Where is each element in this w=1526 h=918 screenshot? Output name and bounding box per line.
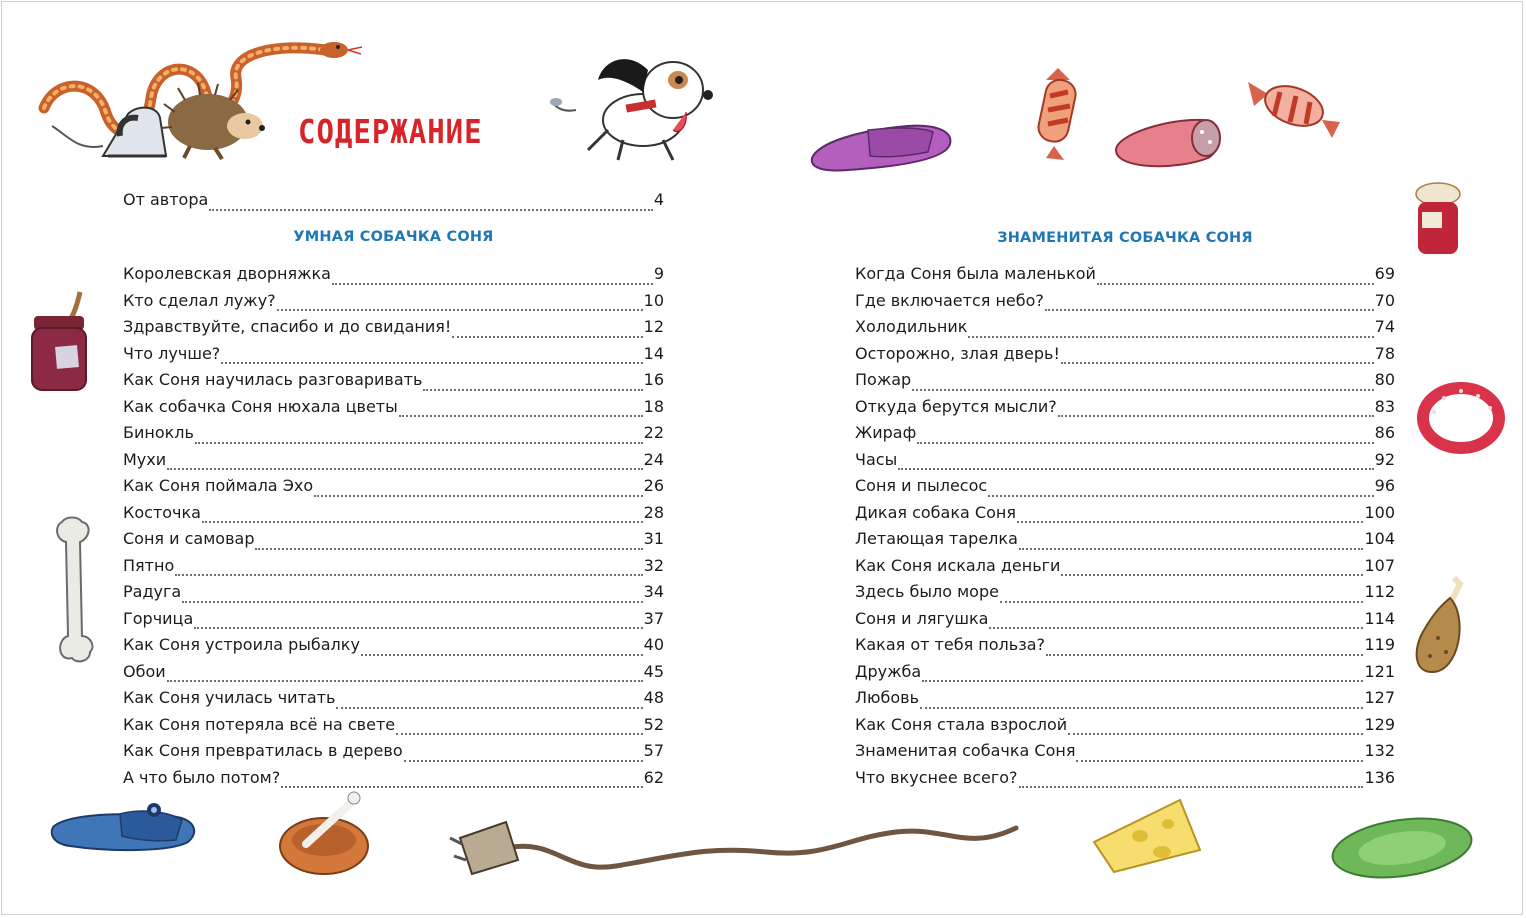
toc-entry-page: 107 — [1364, 555, 1395, 575]
toc-entry-title: Соня и пылесос — [855, 476, 988, 495]
toc-entry-page: 96 — [1374, 476, 1395, 495]
toc-entry-page: 31 — [643, 529, 664, 548]
toc-entry[interactable] — [855, 291, 1395, 318]
toc-entry-title: Часы — [855, 449, 898, 469]
toc-entry-page: 9 — [653, 264, 664, 283]
leader-dots — [167, 680, 643, 682]
slipper-illustration — [808, 118, 958, 178]
toc-entry[interactable] — [123, 582, 664, 609]
toc-entry-title: Холодильник — [855, 317, 968, 336]
toc-entry[interactable] — [123, 741, 664, 768]
leader-dots — [452, 336, 642, 338]
toc-entry-title: Как Соня училась читать — [123, 688, 336, 707]
toc-entry-page: 112 — [1364, 582, 1395, 601]
toc-entry-title: Как Соня искала деньги — [855, 555, 1061, 575]
toc-entry-page: 78 — [1374, 343, 1395, 363]
toc-entry-title: Откуда берутся мысли? — [855, 396, 1057, 416]
leader-dots — [920, 707, 1363, 709]
bowl-with-bone-illustration — [276, 790, 376, 880]
toc-entry-title: Королевская дворняжка — [123, 264, 331, 283]
leader-dots — [968, 336, 1373, 338]
leader-dots — [922, 680, 1363, 682]
sausage-illustration — [1108, 110, 1228, 175]
toc-entry[interactable] — [123, 397, 664, 424]
toc-entry[interactable] — [123, 635, 664, 662]
toc-entry-page: 16 — [643, 370, 664, 389]
leader-dots — [221, 362, 642, 364]
toc-entry[interactable] — [123, 768, 664, 795]
leader-dots — [912, 389, 1373, 391]
candy-illustration-2 — [1244, 72, 1344, 142]
toc-entry-page: 26 — [643, 476, 664, 495]
toc-entry-page: 121 — [1364, 661, 1395, 681]
toc-entry-title: Где включается небо? — [855, 290, 1044, 310]
toc-entry[interactable] — [123, 423, 664, 450]
iron-illustration — [48, 96, 178, 166]
toc-entry[interactable] — [855, 582, 1395, 609]
leader-dots — [1000, 601, 1364, 603]
leader-dots — [332, 283, 653, 285]
toc-entry[interactable] — [855, 529, 1395, 556]
toc-entry-page: 83 — [1374, 396, 1395, 416]
toc-entry-intro[interactable] — [123, 190, 664, 217]
toc-entry[interactable] — [123, 370, 664, 397]
toc-entry-title: Здравствуйте, спасибо и до свидания! — [123, 317, 452, 336]
toc-intro — [123, 190, 664, 217]
toc-entry-title: Как Соня устроила рыбалку — [123, 635, 360, 654]
toc-entry-page: 114 — [1364, 608, 1395, 628]
toc-entry[interactable] — [123, 609, 664, 636]
jam-jar-illustration — [1408, 180, 1468, 260]
leader-dots — [1061, 362, 1374, 364]
chicken-leg-illustration — [1410, 576, 1470, 676]
toc-entry-page: 24 — [643, 449, 664, 469]
leader-dots — [1045, 309, 1374, 311]
leader-dots — [209, 209, 653, 211]
toc-entry-page: 12 — [643, 317, 664, 336]
toc-entry-page: 129 — [1364, 714, 1395, 734]
toc-entry-title: Соня и лягушка — [855, 608, 989, 628]
toc-entry-page: 4 — [653, 190, 664, 209]
leader-dots — [1017, 521, 1364, 523]
leader-dots — [1046, 654, 1363, 656]
toc-entry[interactable] — [855, 688, 1395, 715]
toc-entry-title: Мухи — [123, 449, 167, 469]
toc-entry-page: 62 — [643, 767, 664, 787]
toc-entry-page: 40 — [643, 635, 664, 654]
cheese-illustration — [1090, 796, 1205, 876]
toc-entry-title: Как Соня превратилась в дерево — [123, 741, 403, 760]
leader-dots — [281, 786, 642, 788]
leader-dots — [404, 760, 643, 762]
leader-dots — [1097, 283, 1374, 285]
toc-entry-title: Кто сделал лужу? — [123, 290, 276, 310]
toc-entry[interactable] — [123, 715, 664, 742]
leader-dots — [1076, 760, 1363, 762]
toc-entry-title: Пожар — [855, 370, 912, 389]
toc-entry-page: 52 — [643, 714, 664, 734]
leader-dots — [175, 574, 642, 576]
leader-dots — [194, 627, 642, 629]
toc-entry-page: 18 — [643, 396, 664, 416]
toc-entry[interactable] — [855, 317, 1395, 344]
leader-dots — [255, 548, 642, 550]
toc-entry-page: 132 — [1364, 741, 1395, 760]
leader-dots — [361, 654, 643, 656]
toc-list-left — [123, 264, 664, 794]
toc-entry[interactable] — [855, 397, 1395, 424]
leader-dots — [195, 442, 643, 444]
toc-entry[interactable] — [123, 688, 664, 715]
toc-entry-title: Знаменитая собачка Соня — [855, 741, 1076, 760]
leader-dots — [399, 415, 643, 417]
toc-entry-title: Дружба — [855, 661, 922, 681]
toc-entry[interactable] — [855, 370, 1395, 397]
toc-entry-title: Что лучше? — [123, 343, 221, 363]
section-heading-left: УМНАЯ СОБАЧКА СОНЯ — [293, 229, 494, 245]
toc-entry[interactable] — [855, 476, 1395, 503]
toc-entry-title: Как Соня поймала Эхо — [123, 476, 314, 495]
toc-list-right — [855, 264, 1395, 794]
toc-entry-page: 45 — [643, 661, 664, 681]
toc-entry-title: Радуга — [123, 582, 182, 601]
toc-entry-page: 10 — [643, 290, 664, 310]
toc-entry[interactable] — [855, 715, 1395, 742]
hedgehog-illustration — [160, 82, 270, 162]
electric-plug-illustration — [446, 808, 1026, 898]
toc-entry-page: 22 — [643, 423, 664, 442]
toc-entry-title: Когда Соня была маленькой — [855, 264, 1096, 283]
toc-entry[interactable] — [123, 662, 664, 689]
toc-entry[interactable] — [123, 476, 664, 503]
leader-dots — [396, 733, 643, 735]
toc-entry-title: Здесь было море — [855, 582, 999, 601]
toc-entry-page: 34 — [643, 582, 664, 601]
leader-dots — [1068, 733, 1363, 735]
page-title: СОДЕРЖАНИЕ — [298, 112, 483, 152]
toc-entry-title: Косточка — [123, 502, 201, 522]
toc-entry-title: Пятно — [123, 555, 175, 575]
leader-dots — [336, 707, 642, 709]
toc-entry-title: От автора — [123, 190, 209, 209]
toc-entry-title: Как Соня научилась разговаривать — [123, 370, 423, 389]
toc-entry[interactable] — [123, 291, 664, 318]
leader-dots — [1019, 786, 1364, 788]
toc-entry-page: 48 — [643, 688, 664, 707]
section-heading-right: ЗНАМЕНИТАЯ СОБАЧКА СОНЯ — [997, 230, 1253, 246]
toc-entry[interactable] — [855, 741, 1395, 768]
leader-dots — [1061, 574, 1363, 576]
toc-entry-title: Любовь — [855, 688, 920, 707]
slipper-illustration-bottom — [50, 800, 200, 860]
leader-dots — [898, 468, 1373, 470]
leader-dots — [1058, 415, 1374, 417]
jam-jar-illustration-left — [28, 290, 98, 395]
toc-entry-title: Обои — [123, 661, 166, 681]
toc-entry[interactable] — [855, 556, 1395, 583]
toc-entry-page: 136 — [1364, 767, 1395, 787]
toc-entry-page: 92 — [1374, 449, 1395, 469]
leader-dots — [202, 521, 643, 523]
toc-entry[interactable] — [855, 635, 1395, 662]
toc-entry[interactable] — [855, 609, 1395, 636]
toc-entry-page: 28 — [643, 502, 664, 522]
leader-dots — [989, 627, 1363, 629]
toc-entry-title: А что было потом? — [123, 767, 281, 787]
toc-entry-page: 57 — [643, 741, 664, 760]
toc-entry-page: 100 — [1364, 502, 1395, 522]
toc-entry[interactable] — [855, 450, 1395, 477]
toc-entry[interactable] — [855, 503, 1395, 530]
leader-dots — [988, 495, 1373, 497]
toc-entry-title: Какая от тебя польза? — [855, 635, 1045, 654]
toc-entry-title: Как Соня стала взрослой — [855, 714, 1068, 734]
leader-dots — [182, 601, 642, 603]
toc-entry-page: 70 — [1374, 290, 1395, 310]
toc-entry-page: 74 — [1374, 317, 1395, 336]
toc-entry[interactable] — [123, 450, 664, 477]
toc-entry-page: 80 — [1374, 370, 1395, 389]
leader-dots — [277, 309, 643, 311]
plate-illustration — [1320, 814, 1480, 884]
collar-illustration — [1416, 378, 1506, 458]
leader-dots — [1019, 548, 1364, 550]
toc-entry-title: Соня и самовар — [123, 529, 255, 548]
leader-dots — [167, 468, 643, 470]
toc-entry-title: Что вкуснее всего? — [855, 767, 1018, 787]
toc-entry-title: Осторожно, злая дверь! — [855, 343, 1060, 363]
toc-entry-page: 86 — [1374, 423, 1395, 442]
toc-entry[interactable] — [123, 317, 664, 344]
toc-entry[interactable] — [123, 556, 664, 583]
toc-entry-page: 127 — [1364, 688, 1395, 707]
toc-entry-title: Летающая тарелка — [855, 529, 1018, 548]
toc-entry-title: Как собачка Соня нюхала цветы — [123, 396, 398, 416]
toc-entry[interactable] — [855, 662, 1395, 689]
toc-entry[interactable] — [123, 264, 664, 291]
toc-entry[interactable] — [123, 529, 664, 556]
toc-entry[interactable] — [123, 503, 664, 530]
toc-entry[interactable] — [855, 344, 1395, 371]
leader-dots — [917, 442, 1373, 444]
toc-entry-title: Горчица — [123, 608, 194, 628]
toc-entry[interactable] — [855, 423, 1395, 450]
toc-entry-title: Жираф — [855, 423, 917, 442]
toc-entry[interactable] — [855, 768, 1395, 795]
toc-entry-page: 37 — [643, 608, 664, 628]
leader-dots — [423, 389, 642, 391]
dog-illustration — [548, 40, 723, 165]
toc-entry[interactable] — [123, 344, 664, 371]
toc-entry-page: 14 — [643, 343, 664, 363]
toc-entry-page: 69 — [1374, 264, 1395, 283]
toc-entry-page: 32 — [643, 555, 664, 575]
leader-dots — [314, 495, 643, 497]
toc-entry-page: 119 — [1364, 635, 1395, 654]
candy-illustration — [1028, 66, 1088, 161]
toc-entry-title: Дикая собака Соня — [855, 502, 1016, 522]
toc-entry-title: Бинокль — [123, 423, 194, 442]
bone-illustration — [50, 516, 100, 666]
toc-entry-title: Как Соня потеряла всё на свете — [123, 714, 396, 734]
toc-entry-page: 104 — [1364, 529, 1395, 548]
toc-entry[interactable] — [855, 264, 1395, 291]
